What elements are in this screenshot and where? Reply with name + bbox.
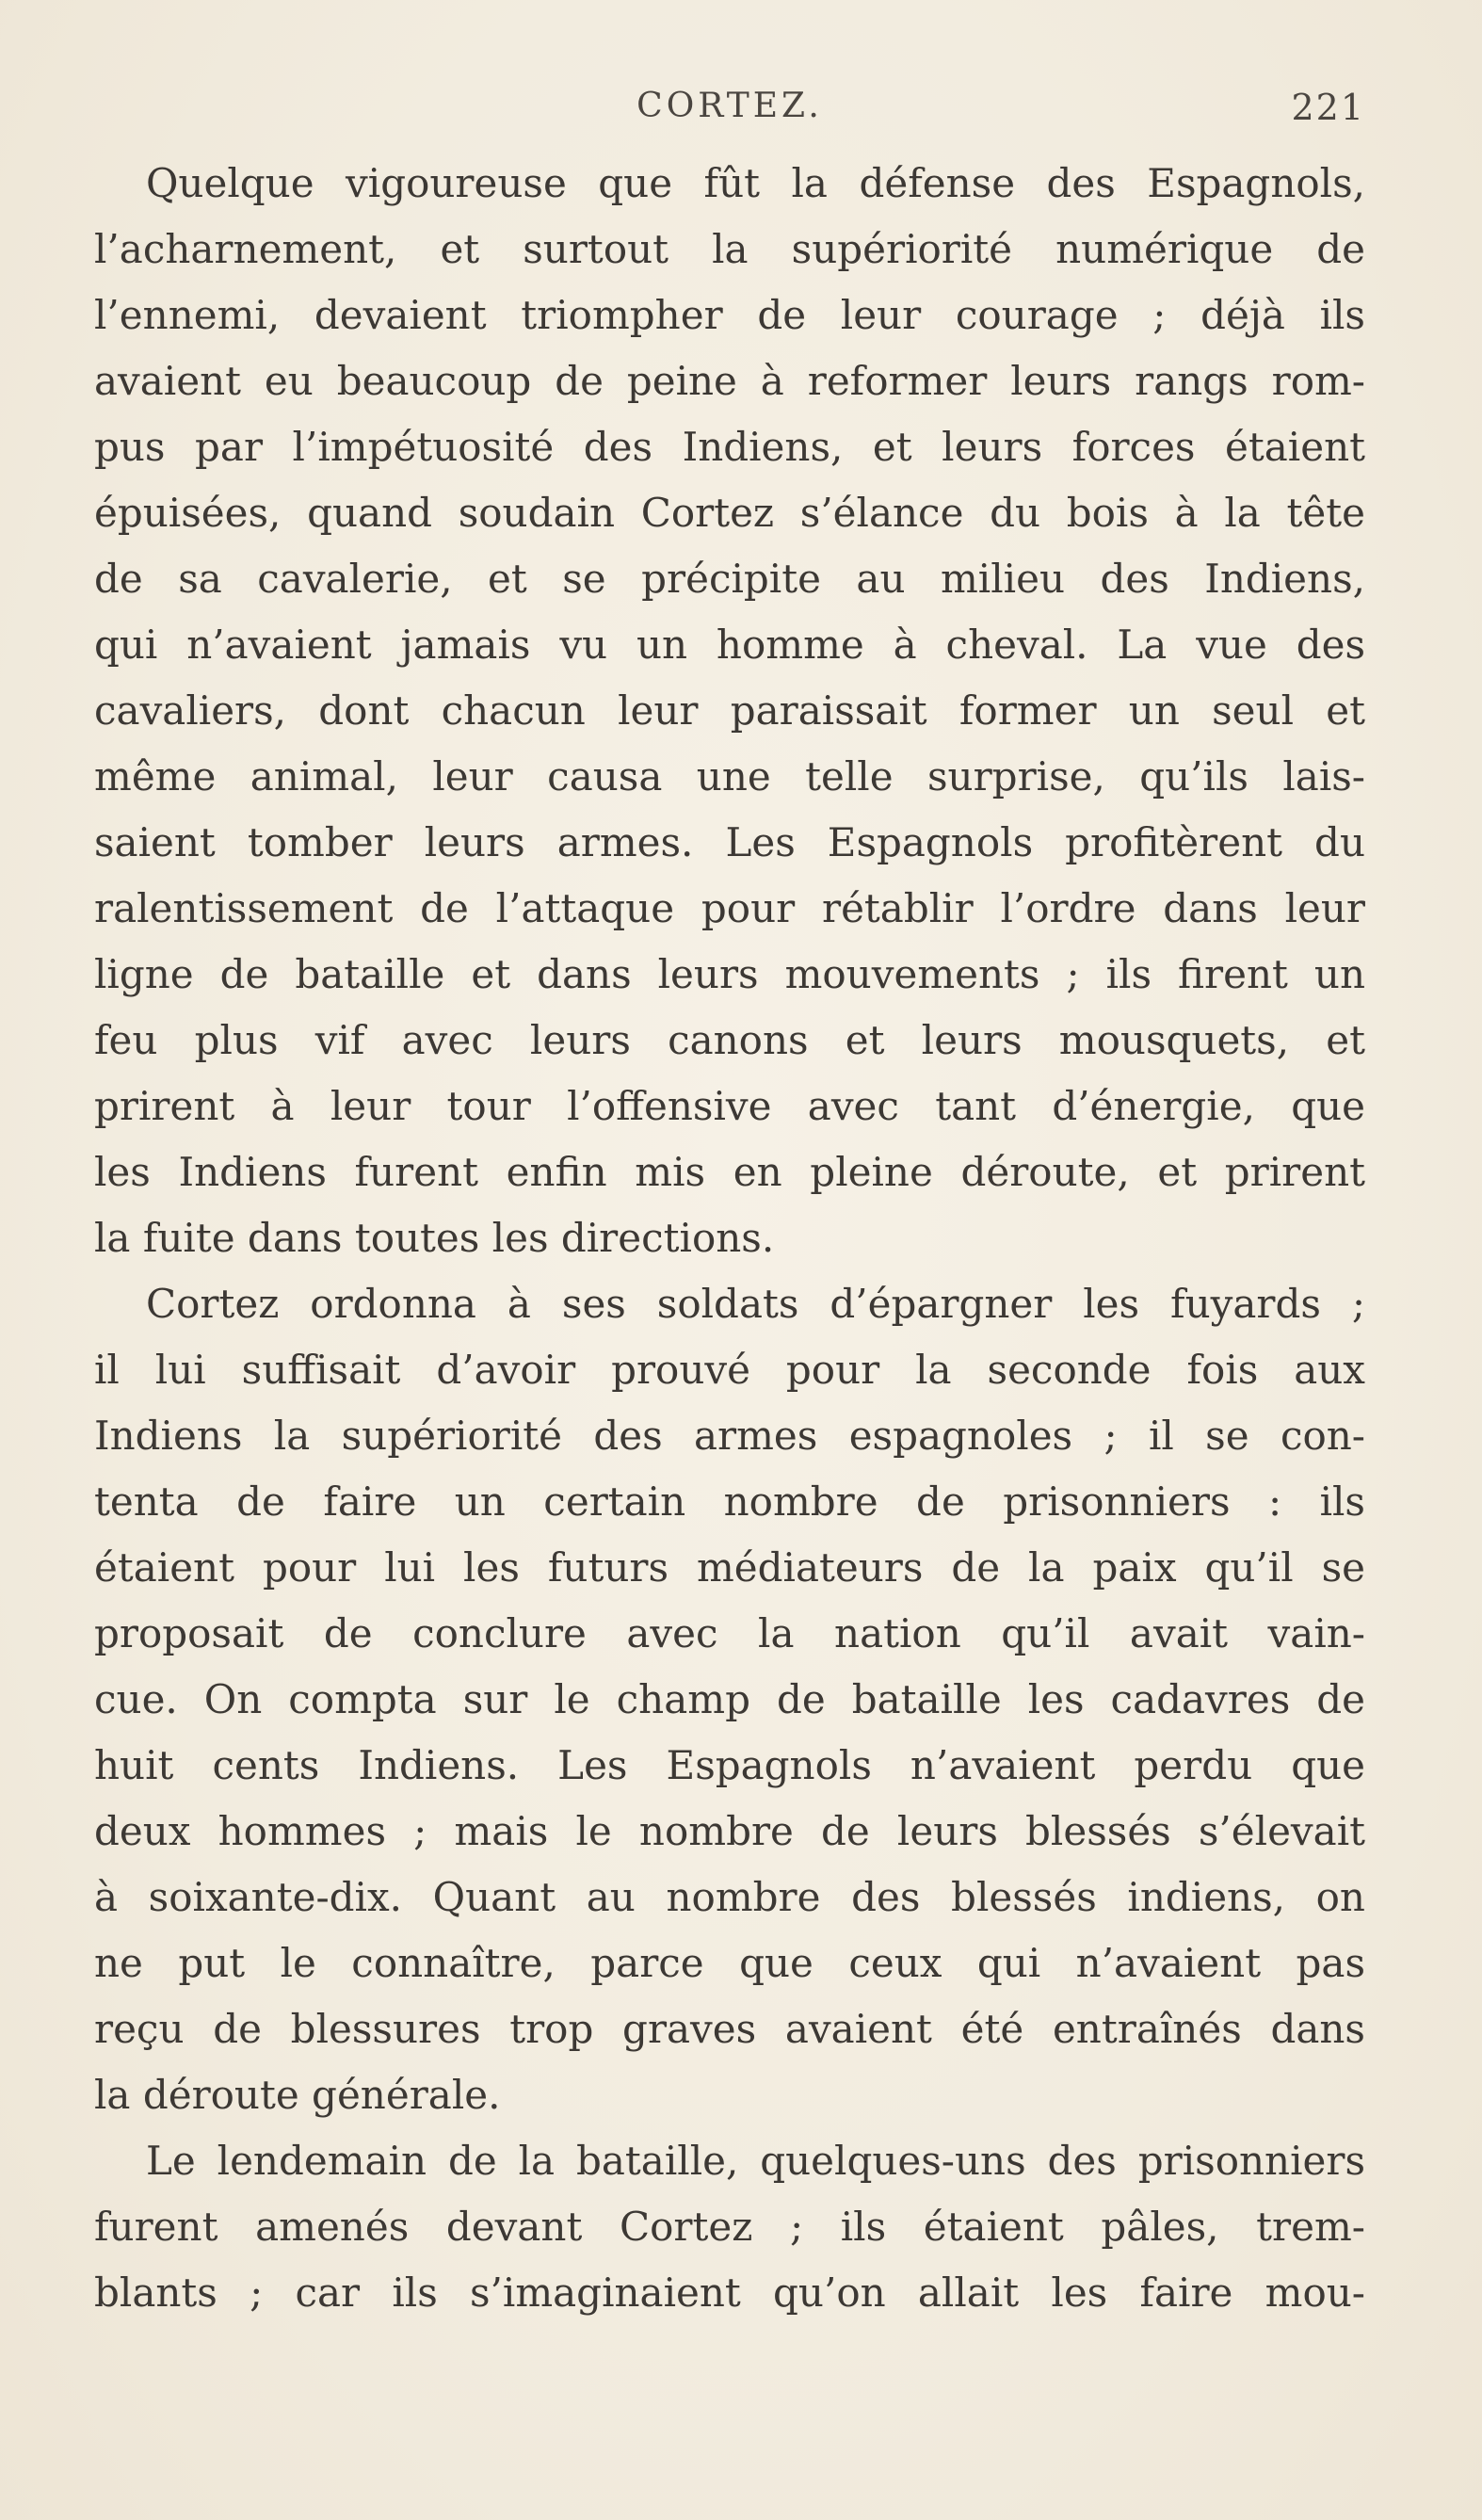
text-line: la déroute générale. [94, 2072, 501, 2118]
text-line: avaient eu beaucoup de peine à reformer leurs rangs rom- [94, 358, 1365, 404]
text-line: blants ; car ils s’imaginaient qu’on allait les faire mou- [94, 2270, 1365, 2316]
page-number: 221 [1291, 87, 1365, 128]
text-line: saient tomber leurs armes. Les Espagnols profitèrent du [94, 819, 1365, 865]
page-header [94, 87, 1365, 134]
text-line: il lui suffisait d’avoir prouvé pour la seconde fois aux [94, 1347, 1365, 1393]
text-line: reçu de blessures trop graves avaient été entraînés dans [94, 2006, 1365, 2052]
text-line: qui n’avaient jamais vu un homme à cheval. La vue des [94, 622, 1365, 668]
text-line: proposait de conclure avec la nation qu’il avait vain- [94, 1610, 1365, 1656]
running-title: CORTEZ. [636, 87, 823, 125]
text-line: tenta de faire un certain nombre de prisonniers : ils [94, 1478, 1365, 1525]
text-line: cue. On compta sur le champ de bataille les cadavres de [94, 1676, 1365, 1722]
text-line: la fuite dans toutes les directions. [94, 1215, 775, 1261]
text-line: l’ennemi, devaient triompher de leur courage ; déjà ils [94, 292, 1365, 338]
text-line: ralentissement de l’attaque pour rétablir l’ordre dans leur [94, 885, 1365, 931]
paragraph-1 [94, 151, 1365, 1271]
text-line: à soixante-dix. Quant au nombre des blessés indiens, on [94, 1874, 1365, 1920]
text-line: Le lendemain de la bataille, quelques-uns des prisonniers [146, 2138, 1365, 2184]
text-line: étaient pour lui les futurs médiateurs de la paix qu’il se [94, 1544, 1365, 1591]
paragraph-3 [94, 2128, 1365, 2326]
text-line: l’acharnement, et surtout la supériorité numérique de [94, 226, 1365, 272]
text-line: deux hommes ; mais le nombre de leurs blessés s’élevait [94, 1808, 1365, 1854]
text-line: ligne de bataille et dans leurs mouvements ; ils firent un [94, 951, 1365, 997]
paragraph-2 [94, 1271, 1365, 2128]
body-text [94, 151, 1365, 2326]
text-line: furent amenés devant Cortez ; ils étaient pâles, trem- [94, 2204, 1365, 2250]
text-line: cavaliers, dont chacun leur paraissait former un seul et [94, 687, 1365, 734]
text-line: Cortez ordonna à ses soldats d’épargner les fuyards ; [146, 1281, 1365, 1327]
text-line: Quelque vigoureuse que fût la défense des Espagnols, [146, 160, 1365, 206]
text-line: Indiens la supériorité des armes espagnoles ; il se con- [94, 1413, 1365, 1459]
text-line: pus par l’impétuosité des Indiens, et leurs forces étaient [94, 424, 1365, 470]
text-line: ne put le connaître, parce que ceux qui n’avaient pas [94, 1940, 1365, 1986]
text-line: même animal, leur causa une telle surprise, qu’ils lais- [94, 753, 1365, 800]
text-line: feu plus vif avec leurs canons et leurs mousquets, et [94, 1017, 1365, 1063]
text-line: huit cents Indiens. Les Espagnols n’avaient perdu que [94, 1742, 1365, 1788]
text-line: prirent à leur tour l’offensive avec tant d’énergie, que [94, 1083, 1365, 1129]
text-line: les Indiens furent enfin mis en pleine déroute, et prirent [94, 1149, 1365, 1195]
text-line: de sa cavalerie, et se précipite au milieu des Indiens, [94, 556, 1365, 602]
text-line: épuisées, quand soudain Cortez s’élance du bois à la tête [94, 490, 1365, 536]
